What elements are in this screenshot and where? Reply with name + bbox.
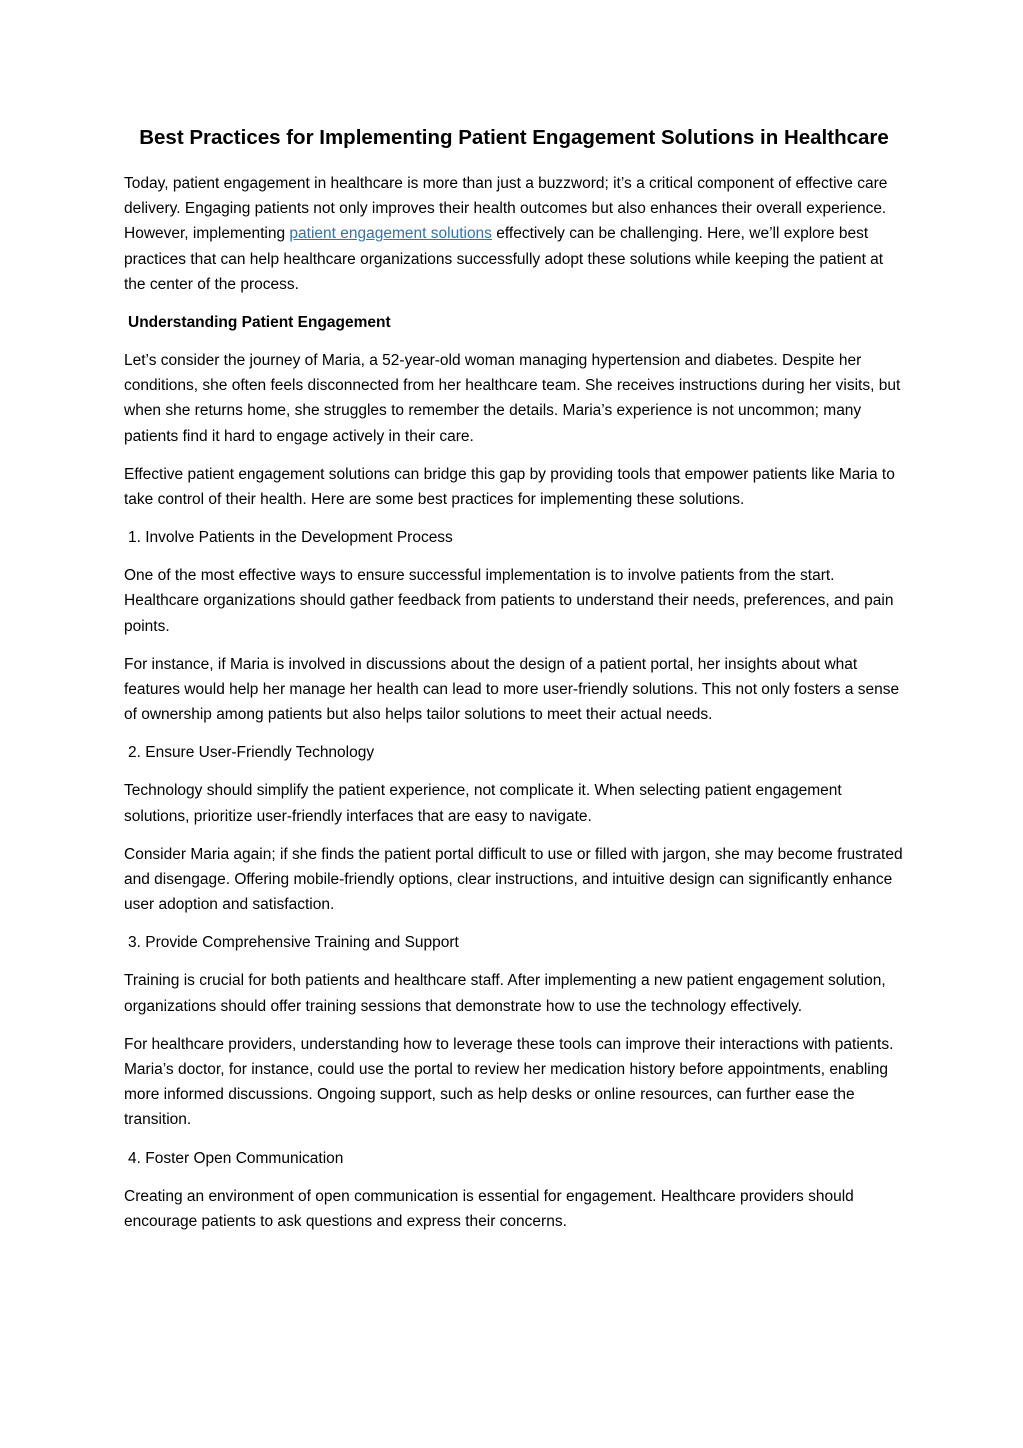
section-heading-understanding: Understanding Patient Engagement [128,314,391,332]
section-paragraph: Consider Maria again; if she finds the patient portal difficult to use or filled with jargon, she may become frustrated and disengage. Offering mobile-friendly options, clear instructions, and intuitive design can significantly enhance user adoption and satisfaction. [124,845,903,914]
section-paragraph: Training is crucial for both patients and healthcare staff. After implementing a new patient engagement solution, organizations should offer training sessions that demonstrate how to use the technology effectively. [124,972,886,1015]
section-heading-training-support: 3. Provide Comprehensive Training and Support [128,934,459,952]
section-paragraph: One of the most effective ways to ensure successful implementation is to involve patients from the start. Healthcare organizations should gather feedback from patients to understand their needs, preferences, and pain points. [124,567,894,635]
document-title: Best Practices for Implementing Patient Engagement Solutions in Healthcare [139,126,889,149]
section-paragraph: Effective patient engagement solutions can bridge this gap by providing tools that empower patients like Maria to take control of their health. Here are some best practices for implementing these solutions. [124,465,895,509]
section-heading-open-communication: 4. Foster Open Communication [128,1149,344,1167]
section-paragraph: Let’s consider the journey of Maria, a 52-year-old woman managing hypertension and diabetes. Despite her conditions, she often feels disconnected from her healthcare team. She receives instructions during her visits, but when she returns home, she struggles to remember the details. Maria’s experience is not uncommon; many patients find it hard to engage actively in their care. [124,352,901,445]
section-paragraph: Creating an environment of open communication is essential for engagement. Healthcare providers should encourage patients to ask questions and express their concerns. [124,1187,854,1230]
intro-text-after-link: effectively can be challenging. Here, we’ll explore best practices that can help healthcare organizations successfully adopt these solutions while keeping the patient at the center of the process. [124,225,884,293]
patient-engagement-solutions-link[interactable]: patient engagement solutions [289,225,492,243]
intro-text-before-link: Today, patient engagement in healthcare is more than just a buzzword; it’s a critical component of effective care delivery. Engaging patients not only improves their health outcomes but also enhances their overall experience. However, implementing [124,175,888,243]
document-page [124,124,904,1234]
section-paragraph: Technology should simplify the patient experience, not complicate it. When selecting patient engagement solutions, prioritize user-friendly interfaces that are easy to navigate. [124,782,842,825]
intro-paragraph [124,171,904,297]
section-heading-user-friendly-technology: 2. Ensure User-Friendly Technology [128,744,375,762]
section-paragraph: For healthcare providers, understanding how to leverage these tools can improve their interactions with patients. Maria’s doctor, for instance, could use the portal to review her medication history before appointments, enabling more informed discussions. Ongoing support, such as help desks or online resources, can further ease the transition. [124,1035,894,1129]
section-paragraph: For instance, if Maria is involved in discussions about the design of a patient portal, her insights about what features would help her manage her health can lead to more user-friendly solutions. This not only fosters a sense of ownership among patients but also helps tailor solutions to meet their actual needs. [124,655,900,724]
section-heading-involve-patients: 1. Involve Patients in the Development Process [128,529,453,547]
